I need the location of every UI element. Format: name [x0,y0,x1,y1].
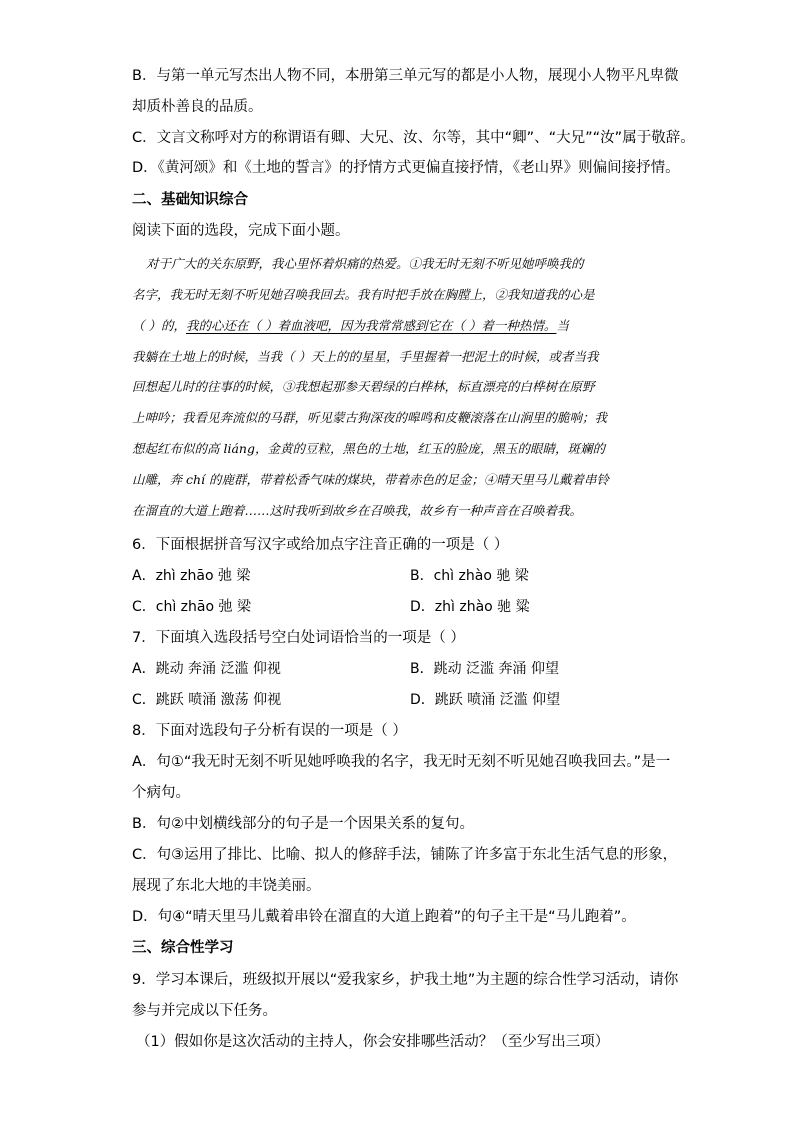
question-7-stem: 7．下面填入选段括号空白处词语恰当的一项是（ ） [132,630,465,646]
q7-option-c: C．跳跃 喷涌 激荡 仰视 [132,692,282,708]
passage-line [132,317,569,335]
passage-text: （ ）的， [132,318,186,333]
passage-line: 山雕，奔 chí 的鹿群，带着松香气味的煤块，带着赤色的足金；④晴天里马儿戴着串铃 [132,472,609,487]
q8-option-d: D．句④“晴天里马儿戴着串铃在溜直的大道上跑着”的句子主干是“马儿跑着”。 [132,909,636,925]
q8-option-c-line1: C．句③运用了排比、比喻、拟人的修辞手法，铺陈了许多富于东北生活气息的形象， [132,847,678,863]
option-b-line2: 却质朴善良的品质。 [132,99,263,115]
question-9-stem-line2: 参与并完成以下任务。 [132,1003,277,1019]
passage-line: 对于广大的关东原野，我心里怀着炽痛的热爱。①我无时无刻不听见她呼唤我的 [146,256,584,271]
question-9-stem-line1: 9．学习本课后，班级拟开展以“爱我家乡，护我土地”为主题的综合性学习活动，请你 [132,972,679,988]
option-b-line1: B．与第一单元写杰出人物不同，本册第三单元写的都是小人物，展现小人物平凡卑微 [132,68,679,84]
q6-option-d: D．zhì zhào 驰 粱 [410,599,530,615]
q8-option-b: B．句②中划横线部分的句子是一个因果关系的复句。 [132,816,474,832]
q8-option-c-line2: 展现了东北大地的丰饶美丽。 [132,878,321,894]
passage-line: 在溜直的大道上跑着……这时我听到故乡在召唤我，故乡有一种声音在召唤着我。 [132,503,583,518]
underlined-sentence: 我的心还在（ ）着血液吧，因为我常常感到它在（ ）着一种热情。 [185,318,557,333]
section-heading-comprehensive: 三、综合性学习 [132,940,234,956]
option-d: D．《黄河颂》和《土地的誓言》的抒情方式更偏直接抒情，《老山界》则偏间接抒情。 [132,160,680,176]
passage-line: 名字，我无时无刻不听见她召唤我回去。我有时把手放在胸膛上，②我知道我的心是 [132,287,595,302]
question-9-subtask-1: （1）假如你是这次活动的主持人，你会安排哪些活动？（至少写出三项） [136,1034,610,1050]
passage-text: 当 [556,318,569,333]
passage-line: 回想起儿时的往事的时候，③我想起那参天碧绿的白桦林，标直漂亮的白桦树在原野 [132,379,595,394]
q8-option-a-line1: A．句①“我无时无刻不听见她呼唤我的名字，我无时无刻不听见她召唤我回去。”是一 [132,754,671,770]
q7-option-a: A．跳动 奔涌 泛滥 仰视 [132,661,281,677]
question-6-stem: 6．下面根据拼音写汉字或给加点字注音正确的一项是（ ） [132,537,509,553]
passage-line: 想起红布似的高 liáng，金黄的豆粒，黑色的土地，红玉的脸庞，黑玉的眼睛，斑斓的 [132,441,605,456]
option-c: C．文言文称呼对方的称谓语有卿、大兄、汝、尔等，其中“卿”、“大兄”“汝”属于敬辞。 [132,130,695,146]
q6-option-a: A．zhì zhāo 弛 梁 [132,568,251,584]
q6-option-c: C．chì zhāo 弛 梁 [132,599,251,615]
q8-option-a-line2: 个病句。 [132,785,190,801]
q7-option-d: D．跳跃 喷涌 泛滥 仰望 [410,692,561,708]
q7-option-b: B．跳动 泛滥 奔涌 仰望 [410,661,559,677]
q6-option-b: B．chì zhào 驰 梁 [410,568,529,584]
section-heading-basic: 二、基础知识综合 [132,192,248,208]
passage-line: 上呻吟；我看见奔流似的马群，听见蒙古狗深夜的嗥鸣和皮鞭滚落在山涧里的脆响；我 [132,410,608,425]
question-8-stem: 8．下面对选段句子分析有误的一项是（ ） [132,723,407,739]
passage-line: 我躺在土地上的时候，当我（ ）天上的的星星，手里握着一把泥土的时候，或者当我 [132,349,599,364]
reading-instruction: 阅读下面的选段，完成下面小题。 [132,223,350,239]
